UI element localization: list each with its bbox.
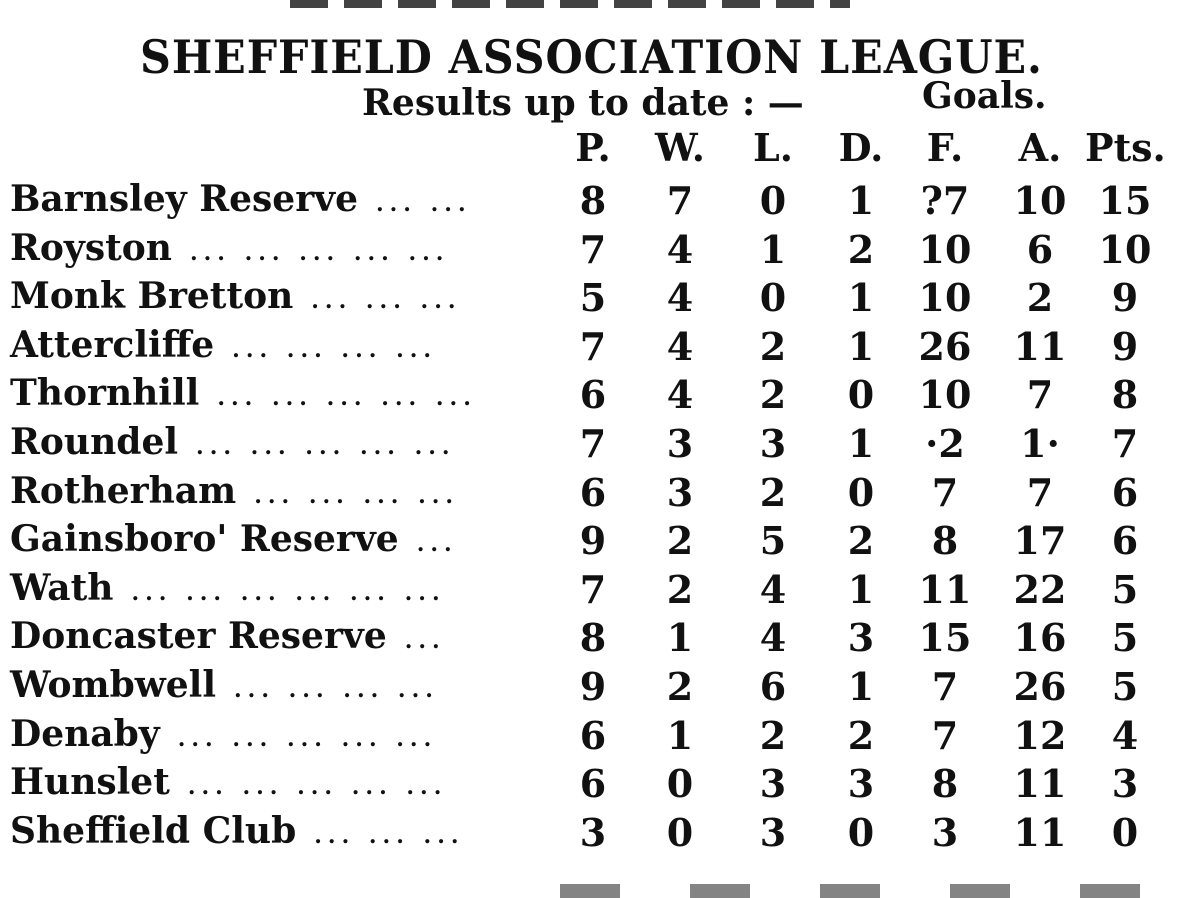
stat-cell: 10 (1098, 226, 1152, 272)
stat-cell: 6 (579, 372, 607, 418)
column-header: A. (1018, 125, 1062, 170)
leader-dots: ... ... ... ... ... (189, 239, 450, 266)
stat-cell: 9 (579, 518, 607, 564)
stat-cell: 1 (847, 566, 875, 612)
stat-cell: 5 (1111, 615, 1139, 661)
team-row-label (10, 421, 550, 467)
stat-cell: 0 (847, 469, 875, 515)
leader-dots: ... ... ... ... ... (196, 434, 456, 460)
team-row-label (10, 761, 550, 807)
stat-cell: 9 (1111, 323, 1139, 369)
stat-cell: 1 (759, 226, 787, 272)
leader-dots: ... ... ... ... ... (177, 725, 438, 752)
stat-cell: 0 (666, 809, 694, 855)
stat-cell: 3 (931, 809, 959, 855)
stat-cell: 10 (918, 372, 972, 418)
stat-cell: 2 (759, 372, 787, 418)
stat-cell: 3 (847, 615, 875, 661)
stat-cell: 9 (1111, 275, 1139, 321)
team-name: Wombwell (10, 664, 217, 706)
column-header: L. (753, 125, 793, 170)
stat-cell: 22 (1013, 566, 1067, 612)
stat-cell: 1 (847, 275, 875, 321)
team-name: Royston (10, 226, 172, 269)
stat-cell: 6 (579, 469, 607, 515)
leader-dots: ... ... ... ... ... (217, 385, 477, 412)
team-name: Rotherham (10, 469, 237, 512)
stat-cell: 1 (666, 615, 694, 661)
stat-cell: 4 (759, 566, 787, 612)
stat-cell: 5 (759, 518, 787, 564)
stat-cell: 3 (666, 421, 694, 466)
team-row-label (10, 324, 550, 370)
stat-cell: ·2 (925, 421, 965, 466)
stat-cell: 2 (759, 469, 787, 515)
team-name: Thornhill (10, 372, 200, 415)
stat-cell: 15 (918, 615, 972, 661)
stat-cell: ?7 (920, 178, 970, 223)
stat-cell: 9 (579, 664, 607, 709)
stat-cell: 7 (931, 664, 959, 709)
stat-cell: 1 (666, 712, 694, 758)
leader-dots: ... ... (375, 191, 472, 217)
team-name: Roundel (10, 421, 179, 463)
stat-cell: 3 (759, 761, 787, 807)
stat-cell: 6 (1026, 226, 1054, 272)
leader-dots: ... ... ... ... (254, 482, 460, 509)
stat-cell: 11 (1013, 323, 1067, 369)
stat-cell: 7 (579, 323, 607, 369)
stat-cell: 4 (666, 372, 694, 418)
team-row-label (10, 664, 550, 710)
stat-cell: 8 (579, 178, 607, 223)
team-name: Gainsboro' Reserve (10, 518, 399, 561)
stat-cell: 3 (1111, 761, 1139, 807)
stat-cell: 3 (759, 421, 787, 466)
stat-cell: 7 (1111, 421, 1139, 466)
leader-dots: ... ... ... ... (232, 336, 438, 363)
team-row-label (10, 470, 550, 516)
stat-cell: 5 (1111, 664, 1139, 709)
stat-cell: 2 (847, 226, 875, 272)
leader-dots: ... ... ... (314, 822, 465, 849)
stat-cell: 4 (666, 226, 694, 272)
team-row-label (10, 567, 550, 613)
stat-cell: 2 (666, 664, 694, 709)
stat-cell: 5 (1111, 566, 1139, 612)
stat-cell: 0 (847, 809, 875, 855)
team-row-label (10, 615, 550, 661)
stat-cell: 4 (666, 323, 694, 369)
stat-cell: 4 (666, 275, 694, 321)
stat-cell: 0 (847, 372, 875, 418)
team-name: Doncaster Reserve (10, 615, 387, 658)
stat-cell: 1 (847, 178, 875, 223)
stat-cell: 8 (931, 518, 959, 564)
team-row-label (10, 178, 550, 224)
column-header: Pts. (1085, 125, 1166, 170)
stat-cell: 1· (1020, 421, 1060, 466)
leader-dots: ... (416, 531, 458, 558)
stat-cell: 26 (918, 323, 972, 369)
leader-dots: ... ... ... ... ... ... (131, 579, 446, 606)
stat-cell: 7 (579, 421, 607, 466)
column-header: P. (575, 125, 611, 170)
team-row-label (10, 713, 550, 759)
stat-cell: 3 (666, 469, 694, 515)
stat-cell: 1 (847, 421, 875, 466)
team-name: Wath (10, 566, 114, 609)
leader-dots: ... ... ... ... ... (187, 774, 448, 801)
team-name: Sheffield Club (10, 809, 297, 852)
stat-cell: 17 (1013, 518, 1067, 564)
stat-cell: 26 (1013, 664, 1067, 709)
stat-cell: 2 (666, 566, 694, 612)
column-header: D. (838, 125, 884, 170)
team-row-label (10, 275, 550, 321)
stat-cell: 2 (847, 712, 875, 758)
stat-cell: 6 (759, 664, 787, 709)
stat-cell: 2 (759, 323, 787, 369)
stat-cell: 0 (759, 275, 787, 321)
stat-cell: 7 (1026, 372, 1054, 418)
goals-header: Goals. (922, 75, 1047, 117)
stat-cell: 7 (931, 469, 959, 515)
stat-cell: 7 (931, 712, 959, 758)
stat-cell: 0 (1111, 809, 1139, 855)
stat-cell: 6 (1111, 518, 1139, 564)
stat-cell: 11 (1013, 761, 1067, 807)
stat-cell: 7 (1026, 469, 1054, 515)
stat-cell: 7 (579, 226, 607, 272)
leader-dots: ... (404, 628, 446, 655)
stat-cell: 0 (666, 761, 694, 807)
stat-cell: 8 (931, 761, 959, 807)
team-row-label (10, 227, 550, 273)
stat-cell: 7 (579, 566, 607, 612)
cropped-headline-fragment (290, 0, 850, 8)
stat-cell: 8 (579, 615, 607, 661)
team-name: Barnsley Reserve (10, 178, 358, 220)
leader-dots: ... ... ... ... (234, 677, 439, 703)
stat-cell: 10 (918, 226, 972, 272)
stat-cell: 2 (666, 518, 694, 564)
stat-cell: 2 (1026, 275, 1054, 321)
team-row-label (10, 810, 550, 856)
stat-cell: 4 (1111, 712, 1139, 758)
stat-cell: 15 (1098, 178, 1152, 223)
stat-cell: 3 (847, 761, 875, 807)
stat-cell: 11 (1013, 809, 1067, 855)
team-name: Monk Bretton (10, 275, 294, 318)
stat-cell: 3 (579, 809, 607, 855)
team-row-label (10, 372, 550, 418)
stat-cell: 16 (1013, 615, 1067, 661)
stat-cell: 8 (1111, 372, 1139, 418)
team-name: Denaby (10, 712, 160, 755)
stat-cell: 6 (579, 761, 607, 807)
leader-dots: ... ... ... (311, 288, 462, 315)
stat-cell: 1 (847, 664, 875, 709)
stat-cell: 2 (847, 518, 875, 564)
team-name: Attercliffe (10, 323, 215, 366)
stat-cell: 7 (666, 178, 694, 223)
column-header: W. (655, 125, 705, 170)
stat-cell: 6 (579, 712, 607, 758)
stat-cell: 5 (579, 275, 607, 321)
column-header: F. (926, 125, 964, 170)
results-subtitle: Results up to date : — (362, 82, 804, 124)
stat-cell: 11 (918, 566, 972, 612)
cropped-text-fragment (560, 884, 1160, 898)
stat-cell: 4 (759, 615, 787, 661)
stat-cell: 0 (759, 178, 787, 223)
stat-cell: 1 (847, 323, 875, 369)
stat-cell: 10 (1013, 178, 1067, 223)
stat-cell: 12 (1013, 712, 1067, 758)
stat-cell: 10 (918, 275, 972, 321)
team-name: Hunslet (10, 761, 170, 804)
team-row-label (10, 518, 550, 564)
stat-cell: 3 (759, 809, 787, 855)
stat-cell: 2 (759, 712, 787, 758)
stat-cell: 6 (1111, 469, 1139, 515)
league-title: SHEFFIELD ASSOCIATION LEAGUE. (140, 30, 1043, 84)
